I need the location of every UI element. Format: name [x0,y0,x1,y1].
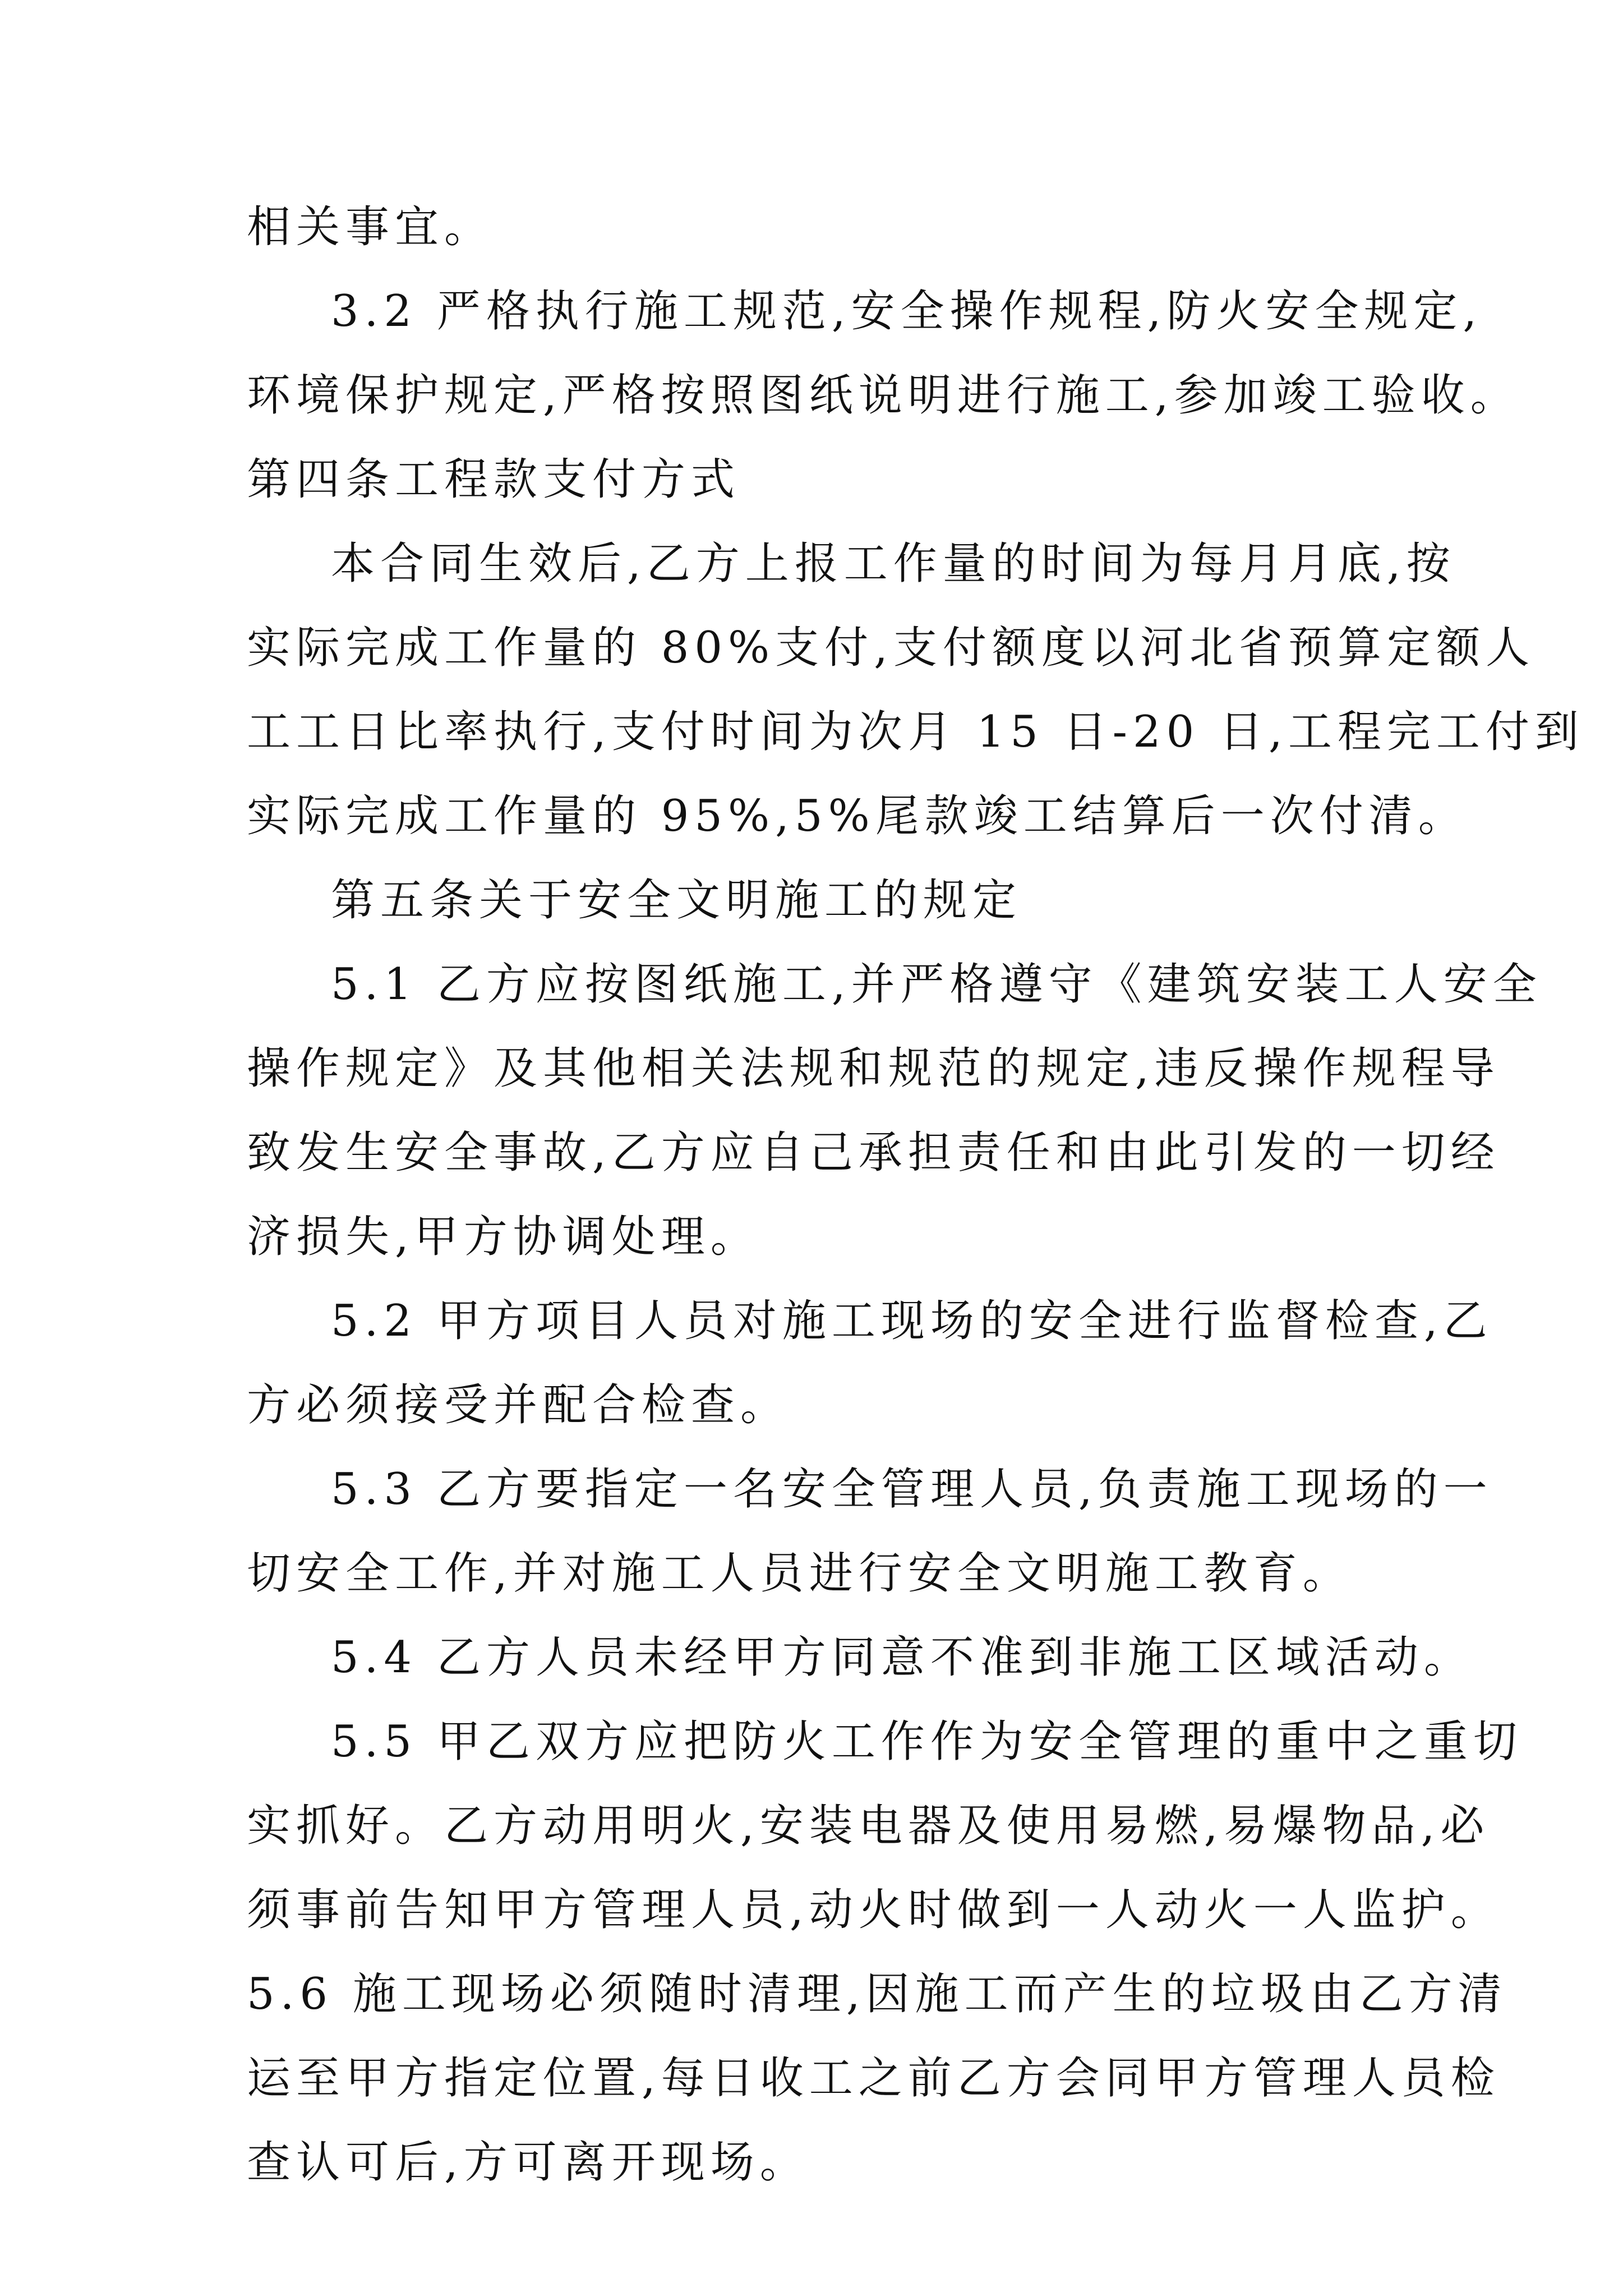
text-line: 5.3 乙方要指定一名安全管理人员,负责施工现场的一 [331,1464,1493,1515]
text-line: 实际完成工作量的 95%,5%尾款竣工结算后一次付清。 [247,791,1468,841]
text-line: 实际完成工作量的 80%支付,支付额度以河北省预算定额人 [247,623,1535,673]
contract-body-text [247,185,1584,2205]
text-line: 5.5 甲乙双方应把防火工作作为安全管理的重中之重切 [331,1717,1523,1767]
text-line: 5.1 乙方应按图纸施工,并严格遵守《建筑安装工人安全 [331,959,1542,1010]
text-line: 5.6 施工现场必须随时清理,因施工而产生的垃圾由乙方清 [247,1969,1507,2019]
text-line: 查认可后,方可离开现场。 [247,2137,809,2188]
text-line: 切安全工作,并对施工人员进行安全文明施工教育。 [247,1548,1352,1599]
text-line: 操作规定》及其他相关法规和规范的规定,违反操作规程导 [247,1043,1500,1094]
text-line: 实抓好。乙方动用明火,安装电器及使用易燃,易爆物品,必 [247,1801,1490,1851]
section-heading: 第四条工程款支付方式 [247,454,741,505]
text-line: 环境保护规定,严格按照图纸说明进行施工,参加竣工验收。 [247,370,1520,421]
text-line: 相关事宜。 [247,202,494,252]
text-line: 运至甲方指定位置,每日收工之前乙方会同甲方管理人员检 [247,2053,1500,2104]
text-line: 本合同生效后,乙方上报工作量的时间为每月月底,按 [331,539,1456,589]
text-line: 方必须接受并配合检查。 [247,1380,790,1430]
text-line: 济损失,甲方协调处理。 [247,1212,760,1262]
text-line: 3.2 严格执行施工规范,安全操作规程,防火安全规定, [331,286,1483,337]
text-line: 工工日比率执行,支付时间为次月 15 日-20 日,工程完工付到 [247,707,1584,757]
text-line: 5.2 甲方项目人员对施工现场的安全进行监督检查,乙 [331,1296,1493,1346]
text-line: 须事前告知甲方管理人员,动火时做到一人动火一人监护。 [247,1885,1500,1935]
text-line: 致发生安全事故,乙方应自己承担责任和由此引发的一切经 [247,1128,1500,1178]
text-line: 5.4 乙方人员未经甲方同意不准到非施工区域活动。 [331,1632,1473,1683]
section-heading: 第五条关于安全文明施工的规定 [331,875,1022,926]
